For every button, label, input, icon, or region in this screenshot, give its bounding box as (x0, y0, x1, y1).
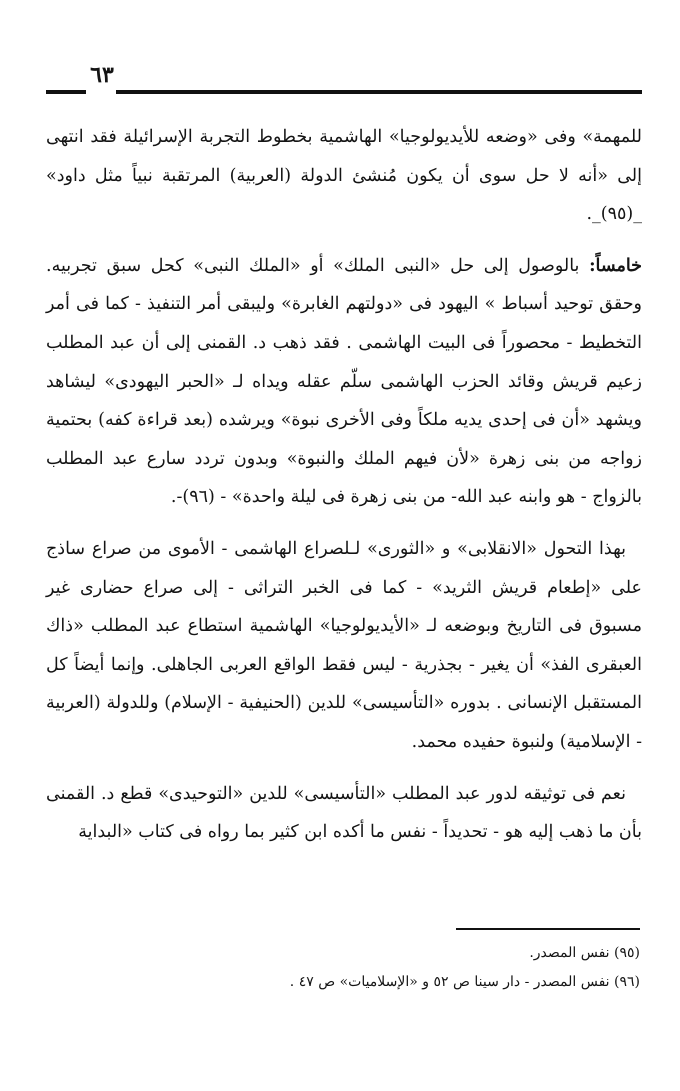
paragraph-1 (46, 118, 642, 234)
paragraph-2-text: بالوصول إلى حل «النبى الملك» أو «الملك النبى» كحل سبق تجربيه. وحقق توحيد أسباط » اليهود فى «دولتهم الغابرة» وليبقى أمر التنفيذ - كما فى أمر التخطيط - محصوراً فى البيت الهاشمى . فقد ذهب د. القمنى إلى أن عبد المطلب زعيم قريش وقائد الحزب الهاشمى سلّم عقله ويداه لـ «الحبر اليهودى» ليشاهد ويشهد «أن فى إحدى يديه ملكاً وفى الأخرى نبوة» ويرشده (بعد قراءة كفه) بحتمية زواجه من بنى زهرة «لأن فيهم الملك والنبوة» وبدون تردد سارع عبد المطلب بالزواج - هو وابنه عبد الله- من بنى زهرة فى ليلة واحدة» - (٩٦)-. (46, 255, 642, 508)
paragraph-4-text: نعم فى توثيقه لدور عبد المطلب «التأسيسى» للدين «التوحيدى» قطع د. القمنى بأن ما ذهب إليه هو - تحديداً - نفس ما أكده ابن كثير بما رواه فى كتاب «البداية (46, 783, 642, 843)
footnote-96: (٩٦) نفس المصدر - دار سينا ص ٥٢ و «الإسلاميات» ص ٤٧ . (289, 974, 640, 990)
paragraph-2 (46, 247, 642, 517)
footnote-rule (456, 928, 640, 930)
page-number: ٦٣ (90, 62, 114, 88)
page-number-dash (46, 90, 86, 94)
header-rule (116, 90, 642, 94)
body-text (46, 118, 642, 852)
paragraph-2-lead: خامساً: (589, 255, 642, 276)
paragraph-4 (46, 775, 642, 852)
footnotes (46, 939, 640, 997)
footnote-95: (٩٥) نفس المصدر. (529, 945, 640, 961)
paragraph-1-text: للمهمة» وفى «وضعه للأيديولوجيا» الهاشمية بخطوط التجربة الإسرائيلة فقد انتهى إلى «أنه لا حل سوى أن يكون مُنشئ الدولة (العربية) المرتقبة نبياً مثل داود» _(٩٥)_. (46, 127, 642, 225)
paragraph-3 (46, 530, 642, 762)
paragraph-3-text: بهذا التحول «الانقلابى» و «الثورى» لـلصراع الهاشمى - الأموى من صراع ساذج على «إطعام قريش الثريد» - كما فى الخبر التراثى - إلى صراع حضارى غير مسبوق فى التاريخ وبوضعه لـ «الأيديولوجيا» الهاشمية استطاع عبد المطلب «ذاك العبقرى الفذ» أن يغير - بجذرية - ليس فقط الواقع العربى الجاهلى. وإنما أيضاً كل المستقبل الإنسانى . بدوره «التأسيسى» للدين (الحنيفية - الإسلام) وللدولة (العربية - الإسلامية) ولنبوة حفيده محمد. (46, 538, 642, 752)
